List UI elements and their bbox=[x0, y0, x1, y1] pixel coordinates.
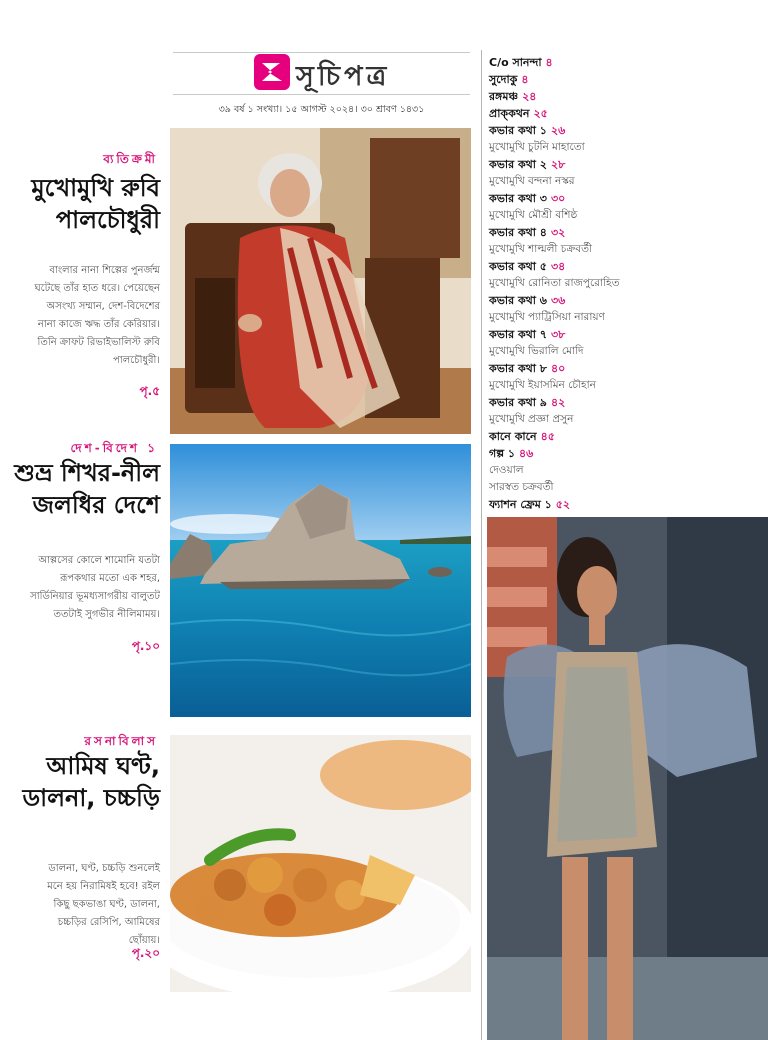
feature-2-blurb: আল্পসের কোলে শামোনি যতটা রূপকথার মতো এক শহর, সার্ডিনিয়ার ভূমধ্যসাগরীয় বালুতট ততটাই সুগভীর নীলিমাময়। bbox=[30, 555, 160, 620]
toc-item-label: মুখোমুখি বন্দনা নস্কর bbox=[489, 175, 575, 187]
toc-subtitle bbox=[489, 241, 759, 258]
toc-item[interactable] bbox=[489, 190, 759, 207]
feature-2-photo-sea-rocks[interactable] bbox=[170, 444, 471, 717]
toc-item-page-number: ৪৫ bbox=[540, 430, 555, 443]
toc-subtitle bbox=[489, 207, 759, 224]
feature-2-headline[interactable] bbox=[14, 457, 160, 521]
toc-subtitle bbox=[489, 462, 759, 479]
feature-3-headline-line2: ডালনা, চচ্চড়ি bbox=[22, 784, 160, 812]
toc-item-page-number: ৪০ bbox=[550, 362, 566, 375]
column-divider bbox=[481, 50, 482, 1040]
toc-item-label: দেওয়াল bbox=[489, 464, 524, 476]
toc-item-label: মুখোমুখি মৌশ্রী বশিষ্ঠ bbox=[489, 209, 578, 221]
toc-subtitle bbox=[489, 377, 759, 394]
toc-item-page-number: ৩৪ bbox=[550, 260, 566, 273]
feature-2-headline-line2: জলধির দেশে bbox=[32, 491, 160, 519]
toc-subtitle bbox=[489, 411, 759, 428]
toc-item[interactable] bbox=[489, 105, 759, 122]
toc-subtitle bbox=[489, 173, 759, 190]
toc-item[interactable] bbox=[489, 445, 759, 462]
toc-item-label: মুখোমুখি রোনিতা রাজপুরোহিত bbox=[489, 277, 620, 289]
feature-2-kicker: দেশ-বিদেশ ১ bbox=[70, 441, 158, 455]
feature-3-page-link[interactable]: পৃ.২০ bbox=[131, 946, 160, 960]
toc-item[interactable] bbox=[489, 360, 759, 377]
toc-item-label: কভার কথা ৮ bbox=[489, 362, 547, 375]
feature-2-headline-line1: শুভ্র শিখর-নীল bbox=[14, 459, 160, 487]
feature-3-headline-line1: আমিষ ঘণ্ট, bbox=[46, 752, 160, 780]
toc-item-label: কানে কানে bbox=[489, 430, 537, 443]
toc-item-label: কভার কথা ৯ bbox=[489, 396, 547, 409]
toc-item-page-number: ৩২ bbox=[550, 226, 566, 239]
toc-item-page-number: ৩০ bbox=[550, 192, 566, 205]
feature-1-headline-line2: পালচৌধুরী bbox=[55, 206, 160, 234]
issue-line: ৩৯ বর্ষ ১ সংখ্যা। ১৫ আগস্ট ২০২৪। ৩০ শ্রাবণ ১৪৩১ bbox=[218, 104, 425, 115]
toc-subtitle bbox=[489, 343, 759, 360]
toc-item-page-number: ২৬ bbox=[550, 124, 566, 137]
toc-item-page-number: ২৮ bbox=[550, 158, 566, 171]
magazine-logo-icon bbox=[254, 54, 290, 90]
feature-1-photo-woman-on-chair[interactable] bbox=[170, 128, 471, 434]
toc-item-label: মুখোমুখি শাল্মলী চক্রবর্তী bbox=[489, 243, 592, 255]
toc-item[interactable] bbox=[489, 71, 759, 88]
toc-item-page-number: ৪ bbox=[521, 73, 529, 86]
toc-item-page-number: ৩৬ bbox=[550, 294, 566, 307]
toc-item-label: সারস্বত চক্রবর্তী bbox=[489, 481, 554, 493]
feature-1-blurb: বাংলার নানা শিল্পের পুনর্জন্ম ঘটেছে তাঁর হাত ধরে। পেয়েছেন অসংখ্য সম্মান, দেশ-বিদেশের নানা কাজে ঋদ্ধ তাঁর কেরিয়ার। তিনি ক্রাফট রিভাইভালিস্ট রুবি পালচৌধুরী। bbox=[34, 265, 160, 366]
feature-1-headline-line1: মুখোমুখি রুবি bbox=[31, 174, 160, 202]
toc-item-label: কভার কথা ৫ bbox=[489, 260, 547, 273]
toc-item[interactable] bbox=[489, 156, 759, 173]
toc-item-label: কভার কথা ২ bbox=[489, 158, 547, 171]
header-top-rule bbox=[173, 52, 470, 53]
feature-2-page-link[interactable]: পৃ.১০ bbox=[131, 639, 160, 653]
feature-1-headline[interactable] bbox=[31, 172, 160, 236]
toc-subtitle bbox=[489, 479, 759, 496]
feature-1-page-link[interactable]: পৃ.৫ bbox=[139, 384, 160, 398]
toc-item-label: কভার কথা ১ bbox=[489, 124, 547, 137]
toc-item[interactable] bbox=[489, 224, 759, 241]
toc-item-label: মুখোমুখি প্রজ্ঞা প্রসুন bbox=[489, 413, 574, 425]
toc-item-page-number: ৪২ bbox=[550, 396, 566, 409]
feature-3-headline[interactable] bbox=[23, 750, 160, 814]
toc-item[interactable] bbox=[489, 122, 759, 139]
toc-item-label: প্রাক্‌কথন bbox=[489, 107, 530, 120]
toc-item-label: C/o সানন্দা bbox=[489, 56, 542, 69]
toc-item-page-number: ৪ bbox=[545, 56, 553, 69]
toc-item-label: গল্প ১ bbox=[489, 447, 516, 460]
toc-item-label: রঙ্গমঞ্চ bbox=[489, 90, 519, 103]
toc-item[interactable] bbox=[489, 496, 759, 513]
toc-item-page-number: ২৪ bbox=[522, 90, 537, 103]
toc-item[interactable] bbox=[489, 292, 759, 309]
toc-item-label: কভার কথা ৪ bbox=[489, 226, 547, 239]
toc-item[interactable] bbox=[489, 258, 759, 275]
toc-item-label: মুখোমুখি চুটনি মাহাতো bbox=[489, 141, 585, 153]
toc-item-page-number: ৩৮ bbox=[550, 328, 566, 341]
fashion-photo-model-dress[interactable] bbox=[487, 517, 768, 1040]
toc-subtitle bbox=[489, 139, 759, 156]
toc-item[interactable] bbox=[489, 54, 759, 71]
toc-item-label: কভার কথা ৭ bbox=[489, 328, 547, 341]
toc-item-label: কভার কথা ৬ bbox=[489, 294, 547, 307]
toc-item-label: মুখোমুখি প্যাট্রিসিয়া নারায়ণ bbox=[489, 311, 605, 323]
toc-item[interactable] bbox=[489, 88, 759, 105]
contents-list bbox=[489, 54, 759, 513]
header-bottom-rule bbox=[173, 94, 470, 95]
feature-1-kicker: ব্যতিক্রমী bbox=[103, 152, 158, 166]
toc-item-page-number: ৪৬ bbox=[519, 447, 534, 460]
feature-3-photo-curry-dish[interactable] bbox=[170, 735, 471, 992]
toc-item-label: মুখোমুখি ইয়াসমিন চৌহান bbox=[489, 379, 596, 391]
toc-item[interactable] bbox=[489, 326, 759, 343]
feature-3-kicker: রসনাবিলাস bbox=[84, 734, 158, 748]
toc-subtitle bbox=[489, 309, 759, 326]
toc-item-label: সুদোকু bbox=[489, 73, 518, 86]
toc-item-page-number: ২৫ bbox=[533, 107, 548, 120]
toc-item-page-number: ৫২ bbox=[555, 498, 571, 511]
toc-item[interactable] bbox=[489, 428, 759, 445]
toc-subtitle bbox=[489, 275, 759, 292]
page-title: সূচিপত্র bbox=[296, 61, 391, 92]
toc-item-label: ফ্যাশন ফ্রেম ১ bbox=[489, 498, 552, 511]
toc-item-label: কভার কথা ৩ bbox=[489, 192, 547, 205]
toc-item[interactable] bbox=[489, 394, 759, 411]
toc-item-label: মুখোমুখি ভিরালি মোদি bbox=[489, 345, 584, 357]
feature-3-blurb: ডালনা, ঘণ্ট, চচ্চড়ি শুনলেই মনে হয় নিরামিষই হবে! রইল কিছু ছকভাঙা ঘণ্ট, ডালনা, চচ্চড়ির রেসিপি, আমিষের ছোঁয়ায়। bbox=[47, 863, 160, 946]
